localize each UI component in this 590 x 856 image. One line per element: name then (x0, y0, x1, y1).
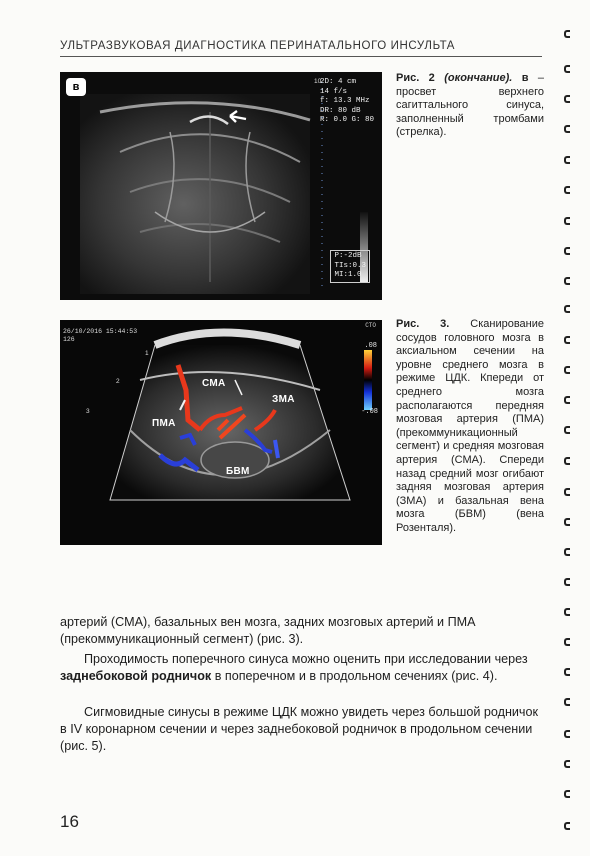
cto-label: CTO (365, 322, 376, 329)
caption-label: Рис. 3. (396, 318, 450, 330)
binding-ring (564, 638, 574, 646)
binding-ring (564, 305, 574, 313)
binding-ring (564, 186, 574, 194)
label-zma: ЗМА (272, 394, 295, 405)
param-frequency: f: 13.3 MHz (319, 97, 370, 105)
doppler-scan (60, 320, 382, 545)
binding-ring (564, 277, 574, 285)
paragraph-2-end: в поперечном и в продольном сечениях (рис. 4). (211, 669, 498, 684)
page-number: 16 (60, 812, 79, 831)
depth-mark: 10 (314, 78, 322, 85)
param-dynamic-range: DR: 80 dB (319, 106, 361, 115)
param-depth: 2D: 4 cm (319, 78, 356, 86)
paragraph-2-start: Проходимость поперечного синуса можно оценить при исследовании через (84, 652, 528, 666)
binding-ring (564, 217, 574, 225)
caption-fig3 (396, 318, 544, 536)
caption-label: Рис. 2 (396, 72, 435, 84)
binding-ring (564, 336, 574, 344)
depth-mark-3: 3 (86, 408, 90, 415)
paragraph-3: Сигмовидные синусы в режиме ЦДК можно увидеть через большой родничок в IV коронарном сечении и через заднебоковой родничок в продольном сечении (рис. 5). (60, 705, 539, 754)
scan-datetime (63, 328, 137, 344)
binding-ring (564, 125, 574, 133)
caption-text: Сканирование сосудов головного мозга в аксиальном сечении на уровне среднего мозга в режиме ЦДК. Кпереди от среднего мозга располагаются передняя мозговая артерия (ПМА) (прекоммуникационный сегмент) и средняя мозговая артерия (СМА). Спереди назад средний мозг огибают задняя мозговая артерия (ЗМА) и базальная вена мозга (БВМ) (вена Розенталя). (396, 318, 544, 534)
panel-letter: в (66, 78, 86, 96)
doppler-color-bar (364, 350, 372, 410)
datetime-text: 26/10/2016 15:44:53 (63, 328, 138, 335)
binding-ring (564, 95, 574, 103)
binding-ring (564, 488, 574, 496)
binding-ring (564, 518, 574, 526)
paragraph-2 (60, 651, 540, 685)
param-framerate: 14 f/s (319, 87, 347, 96)
caption-text: – просвет верхнего сагиттального синуса, заполненный тромбами (стрелка). (396, 72, 545, 139)
binding-ring (564, 396, 574, 404)
binding-ring (564, 698, 574, 706)
caption-note: (окончание). (444, 72, 513, 84)
param-gain: R: 0.0 G: 80 (319, 116, 374, 124)
param-mi: MI:1.0 (334, 271, 362, 279)
power-parameters (330, 250, 370, 283)
binding-ring (564, 247, 574, 255)
binding-ring (564, 457, 574, 465)
param-tis: TIs:0.3 (334, 261, 366, 270)
ultrasound-image-fig2 (60, 72, 382, 300)
binding-ring (564, 366, 574, 374)
caption-letter: в (521, 72, 529, 84)
binding-ring (564, 822, 574, 830)
binding-ring (564, 730, 574, 738)
label-sma: СМА (202, 378, 226, 389)
binding-ring (564, 760, 574, 768)
label-pma: ПМА (152, 418, 176, 429)
velocity-scale-bottom: -.08 (361, 408, 378, 416)
paragraph-2-bold: заднебоковой родничок (60, 669, 212, 684)
caption-fig2 (396, 72, 544, 140)
header-rule (60, 56, 542, 57)
binding-ring (564, 790, 574, 798)
label-bvm: БВМ (226, 466, 250, 477)
paragraph-1: артерий (СМА), базальных вен мозга, задних мозговых артерий и ПМА (прекоммуникационный сегмент) (рис. 3). (60, 615, 476, 647)
depth-mark-1: 1 (145, 350, 149, 357)
ultrasound-image-fig3 (60, 320, 382, 545)
binding-ring (564, 548, 574, 556)
binding-ring (564, 668, 574, 676)
binding-ring (564, 578, 574, 586)
binding-ring (564, 426, 574, 434)
running-header: УЛЬТРАЗВУКОВАЯ ДИАГНОСТИКА ПЕРИНАТАЛЬНОГО ИНСУЛЬТА (60, 40, 456, 52)
binding-ring (564, 608, 574, 616)
binding-ring (564, 30, 574, 38)
frame-number: 126 (63, 336, 75, 343)
velocity-scale-top: .08 (364, 342, 377, 350)
param-power: P:-2dB (334, 252, 362, 260)
scan-parameters (320, 78, 374, 126)
binding-ring (564, 65, 574, 73)
binding-ring (564, 156, 574, 164)
depth-mark-2: 2 (116, 378, 120, 385)
